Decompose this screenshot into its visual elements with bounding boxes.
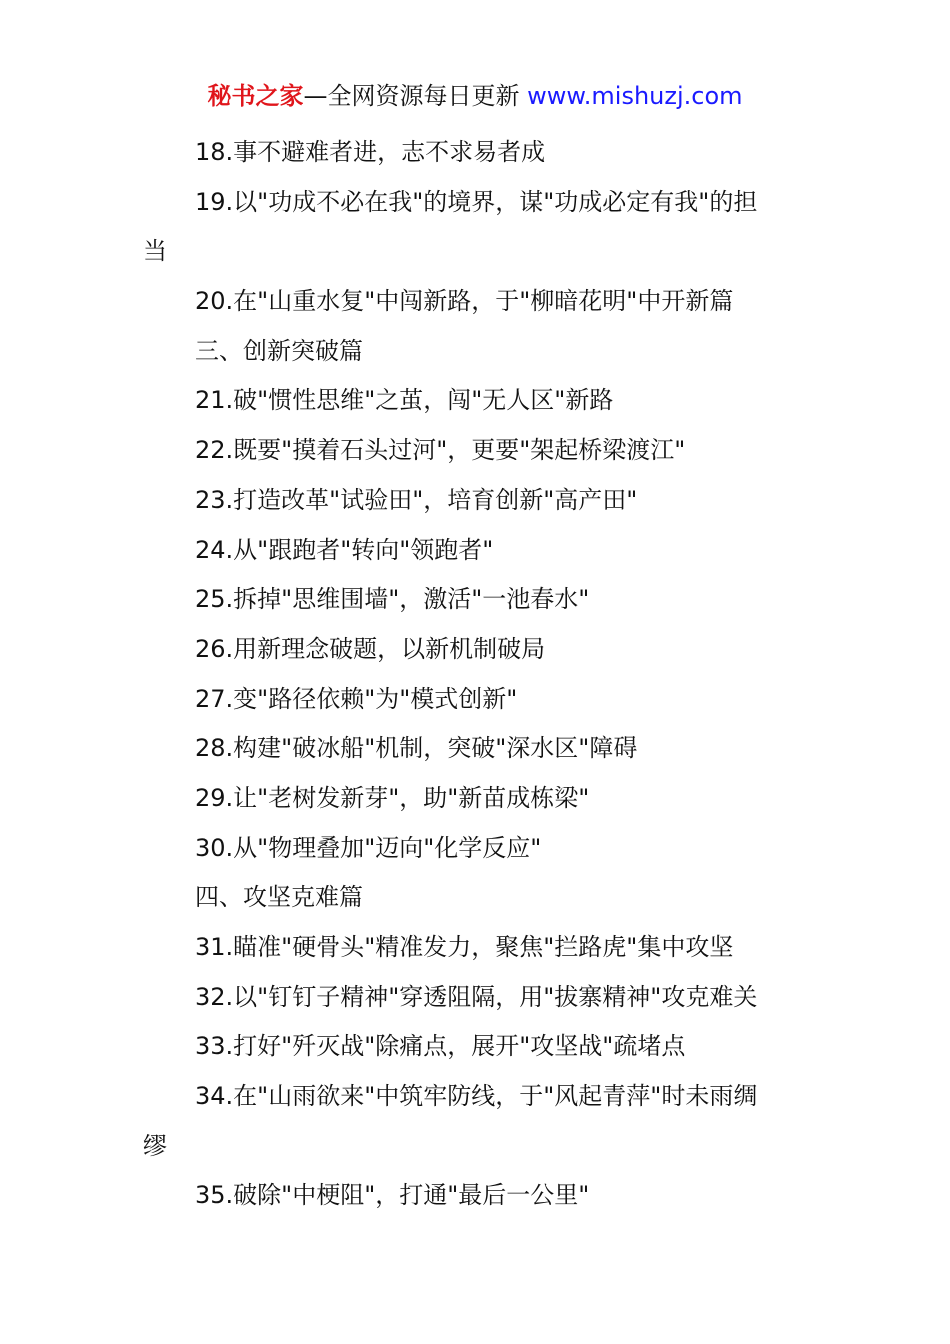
- text-line: 19.以"功成不必在我"的境界，谋"功成必定有我"的担: [195, 187, 758, 216]
- text-line: 30.从"物理叠加"迈向"化学反应": [195, 833, 542, 862]
- text-line: 25.拆掉"思维围墙"，激活"一池春水": [195, 585, 590, 614]
- text-line: 23.打造改革"试验田"，培育创新"高产田": [195, 485, 638, 514]
- document-body: [143, 128, 815, 1221]
- header-slogan: —全网资源每日更新: [303, 82, 528, 110]
- text-line: 18.事不避难者进，志不求易者成: [195, 138, 546, 166]
- text-line: 34.在"山雨欲来"中筑牢防线，于"风起青萍"时未雨绸: [195, 1082, 758, 1111]
- text-line: 缪: [143, 1131, 167, 1160]
- text-line: 28.构建"破冰船"机制，突破"深水区"障碍: [195, 734, 638, 763]
- text-line: 24.从"跟跑者"转向"领跑者": [195, 535, 494, 564]
- text-line: 22.既要"摸着石头过河"，更要"架起桥梁渡江": [195, 436, 686, 465]
- page-header: [0, 80, 950, 112]
- text-line: 29.让"老树发新芽"，助"新苗成栋梁": [195, 783, 590, 812]
- site-url[interactable]: www.mishuzj.com: [527, 82, 743, 110]
- text-line: 31.瞄准"硬骨头"精准发力，聚焦"拦路虎"集中攻坚: [195, 933, 734, 961]
- section-heading: 三、创新突破篇: [195, 336, 363, 365]
- text-line: 35.破除"中梗阻"，打通"最后一公里": [195, 1181, 590, 1210]
- text-line: 21.破"惯性思维"之茧，闯"无人区"新路: [195, 386, 614, 415]
- text-line: 33.打好"歼灭战"除痛点，展开"攻坚战"疏堵点: [195, 1032, 686, 1061]
- brand-name: 秘书之家: [207, 82, 304, 110]
- text-line: 26.用新理念破题，以新机制破局: [195, 634, 546, 663]
- text-line: 32.以"钉钉子精神"穿透阻隔，用"拔寨精神"攻克难关: [195, 982, 758, 1011]
- text-line: 20.在"山重水复"中闯新路，于"柳暗花明"中开新篇: [195, 287, 734, 316]
- text-line: 27.变"路径依赖"为"模式创新": [195, 684, 518, 713]
- section-heading: 四、攻坚克难篇: [195, 883, 363, 912]
- text-line: 当: [143, 237, 167, 266]
